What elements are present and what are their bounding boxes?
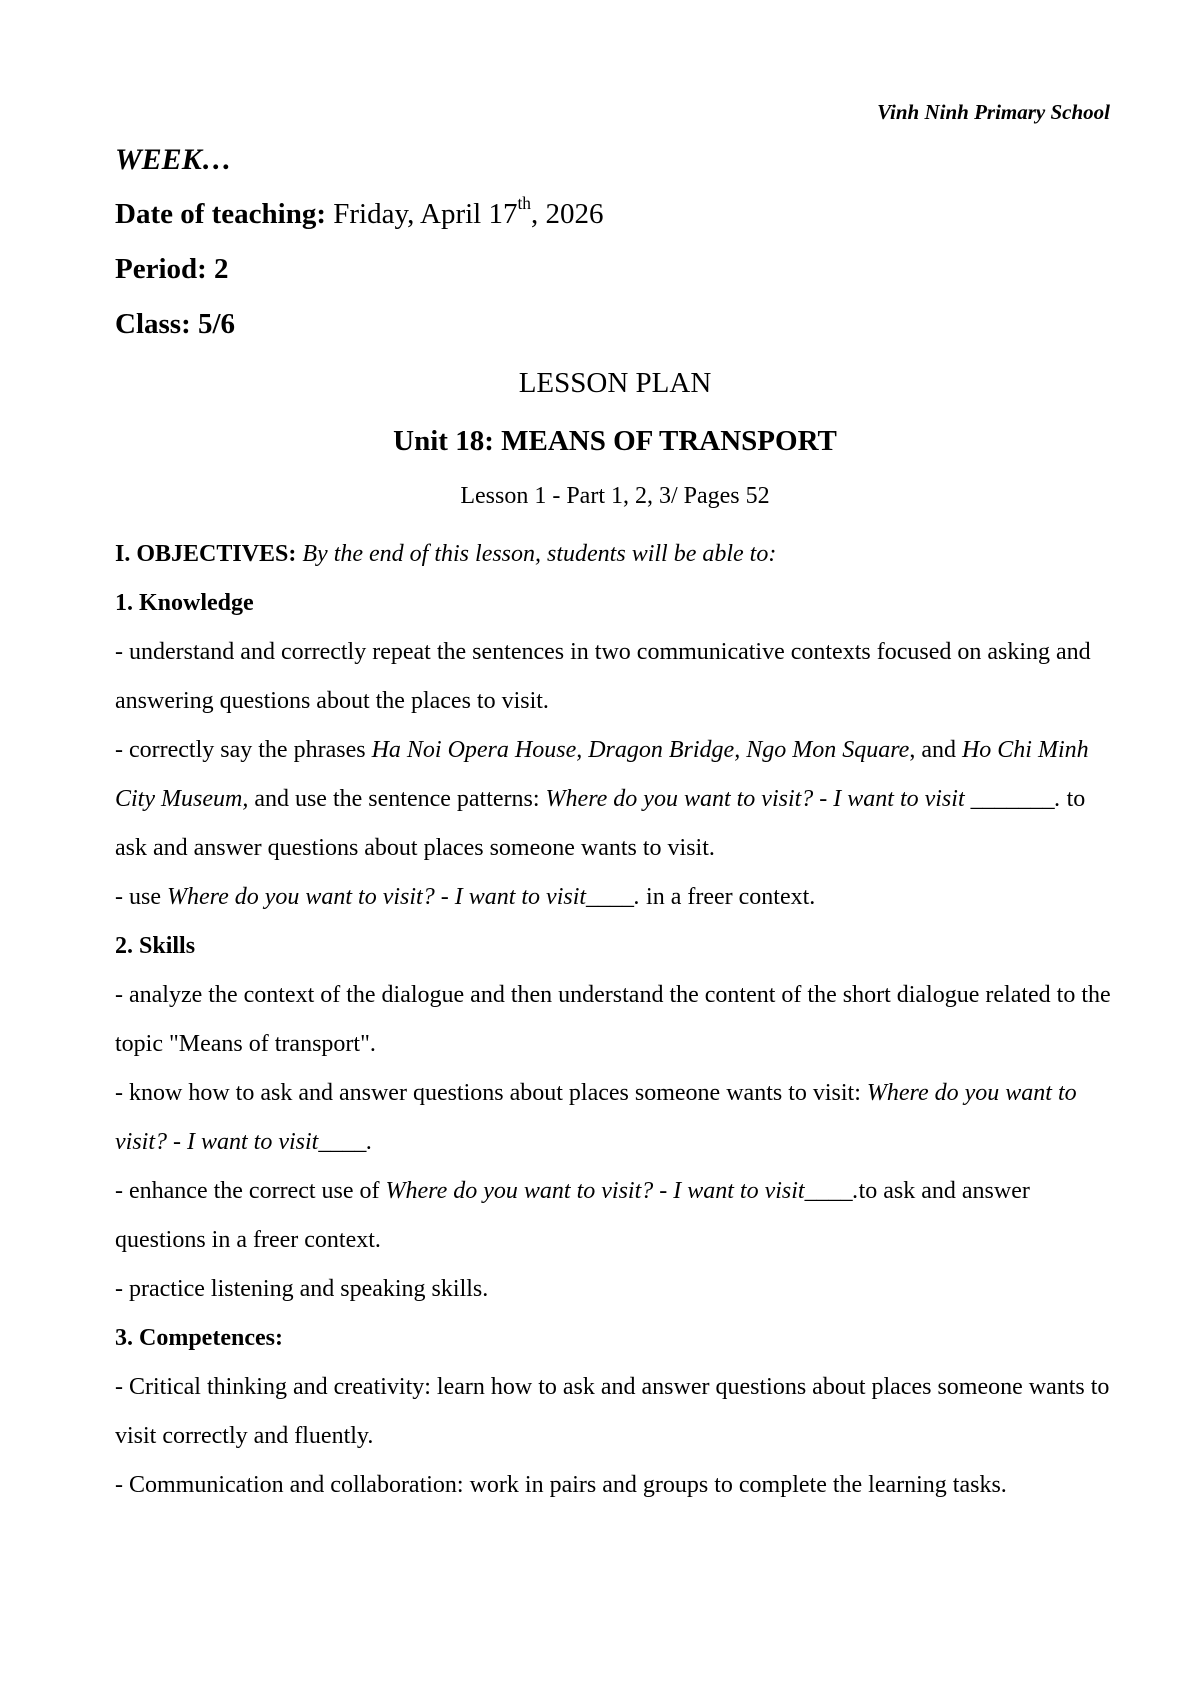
skills-item-1: - analyze the context of the dialogue and then understand the content of the short dialogue related to the topic "Means of transport". [115, 982, 1111, 1057]
s2-pattern: Where do you want to visit? - I want to visit____. [115, 1080, 1077, 1155]
date-suffix: th [517, 193, 531, 214]
class: Class: 5/6 [115, 308, 236, 340]
skills-item-3 [115, 1167, 1115, 1265]
competences-heading: 3. Competences: [115, 1325, 283, 1351]
school-name: Vinh Ninh Primary School [877, 100, 1110, 124]
k2-text-c: , and [909, 737, 962, 763]
competences-item-2: - Communication and collaboration: work in pairs and groups to complete the learning tasks. [115, 1472, 1007, 1498]
k3-text-c: in a freer context. [640, 884, 816, 910]
k2-phrases-b: Ho Chi Minh City Museum, [115, 737, 1089, 812]
date-year: , 2026 [531, 198, 604, 230]
knowledge-item-2 [115, 726, 1115, 873]
objectives-heading [115, 530, 1115, 579]
week-label: WEEK… [115, 143, 232, 176]
unit-title: Unit 18: MEANS OF TRANSPORT [393, 425, 837, 457]
k2-pattern: Where do you want to visit? - I want to visit _______. [545, 786, 1061, 812]
k2-text-a: - correctly say the phrases [115, 737, 372, 763]
skills-item-4: - practice listening and speaking skills. [115, 1276, 489, 1302]
objectives-section [115, 530, 1115, 1510]
skills-heading: 2. Skills [115, 933, 196, 959]
s2-text: - know how to ask and answer questions about places someone wants to visit: [115, 1080, 867, 1106]
k3-pattern: Where do you want to visit? - I want to visit____. [166, 884, 641, 910]
k2-text-g: to ask and answer questions about places someone wants to visit. [115, 786, 1086, 861]
lesson-subtitle: Lesson 1 - Part 1, 2, 3/ Pages 52 [460, 483, 770, 509]
knowledge-item-1: - understand and correctly repeat the sentences in two communicative contexts focused on asking and answering questions about the places to visit. [115, 639, 1091, 714]
skills-item-2 [115, 1069, 1115, 1167]
k2-phrases-a: Ha Noi Opera House, Dragon Bridge, Ngo Mon Square [371, 737, 910, 763]
knowledge-heading: 1. Knowledge [115, 590, 254, 616]
k2-text-e: and use the sentence patterns: [248, 786, 546, 812]
period: Period: 2 [115, 253, 229, 285]
s3-pattern: Where do you want to visit? - I want to visit____. [385, 1178, 859, 1204]
knowledge-item-3 [115, 873, 1115, 922]
objectives-title: I. OBJECTIVES: [115, 541, 297, 567]
date-of-teaching [115, 193, 604, 231]
objectives-intro: By the end of this lesson, students will be able to: [302, 541, 777, 567]
s3-text-c: to ask and answer questions in a freer context. [115, 1178, 1030, 1253]
k3-text-a: - use [115, 884, 167, 910]
s3-text-a: - enhance the correct use of [115, 1178, 386, 1204]
competences-item-1: - Critical thinking and creativity: learn how to ask and answer questions about places someone wants to visit correctly and fluently. [115, 1374, 1110, 1449]
date-value: Friday, April 17 [333, 198, 518, 230]
date-label: Date of teaching: [115, 198, 327, 230]
lesson-plan-title: LESSON PLAN [518, 367, 712, 399]
